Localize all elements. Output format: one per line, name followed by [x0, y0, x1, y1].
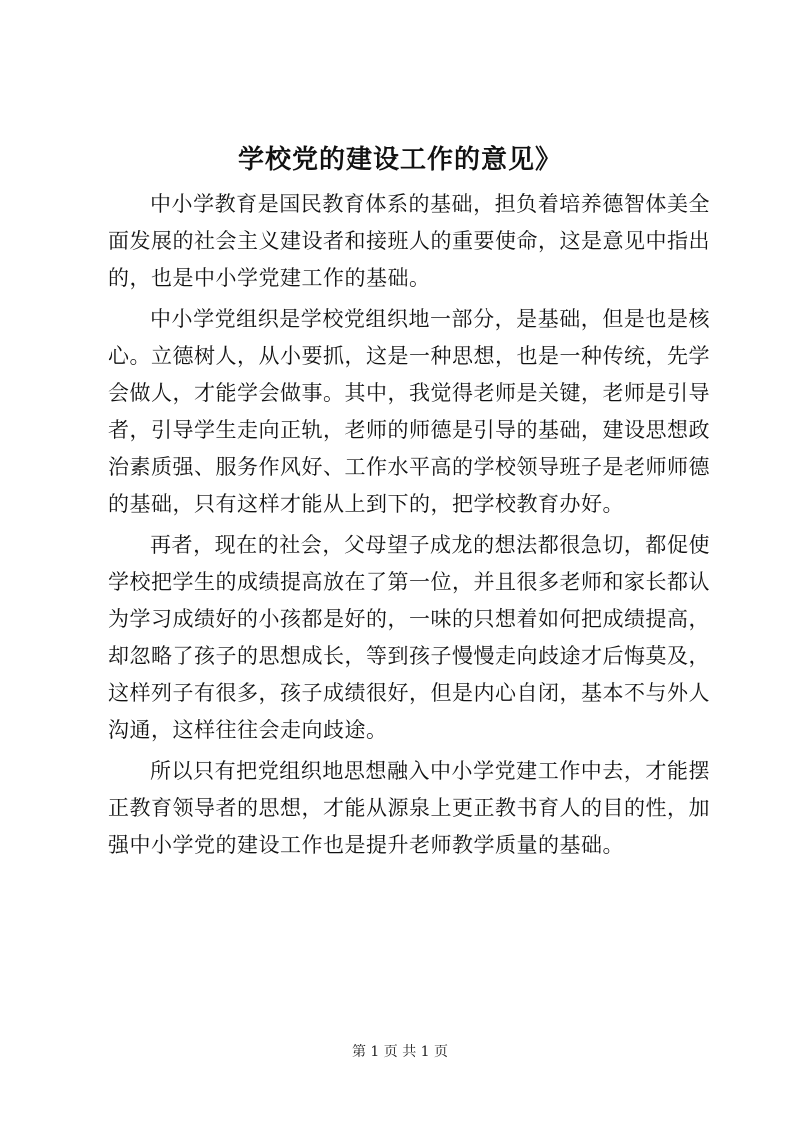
paragraph-3: 再者，现在的社会，父母望子成龙的想法都很急切，都促使学校把学生的成绩提高放在了第一位，并且很多老师和家长都认为学习成绩好的小孩都是好的，一味的只想着如何把成绩提高，却忽略了孩子的思想成长，等到孩子慢慢走向歧途才后悔莫及，这样列子有很多，孩子成绩很好，但是内心自闭，基本不与外人沟通，这样往往会走向歧途。 — [108, 533, 710, 742]
document-title: 学校党的建设工作的意见》 — [237, 145, 562, 175]
paragraph-4: 所以只有把党组织地思想融入中小学党建工作中去，才能摆正教育领导者的思想，才能从源泉上更正教书育人的目的性，加强中小学党的建设工作也是提升老师教学质量的基础。 — [108, 759, 710, 857]
paragraph-2: 中小学党组织是学校党组织地一部分，是基础，但是也是核心。立德树人，从小要抓，这是一种思想，也是一种传统，先学会做人，才能学会做事。其中，我觉得老师是关键，老师是引导者，引导学生走向正轨，老师的师德是引导的基础，建设思想政治素质强、服务作风好、工作水平高的学校领导班子是老师师德的基础，只有这样才能从上到下的，把学校教育办好。 — [108, 307, 710, 516]
page-footer: 第 1 页 共 1 页 — [351, 1044, 449, 1060]
document-body — [108, 186, 710, 868]
paragraph-1: 中小学教育是国民教育体系的基础，担负着培养德智体美全面发展的社会主义建设者和接班人的重要使命，这是意见中指出的，也是中小学党建工作的基础。 — [108, 192, 710, 290]
